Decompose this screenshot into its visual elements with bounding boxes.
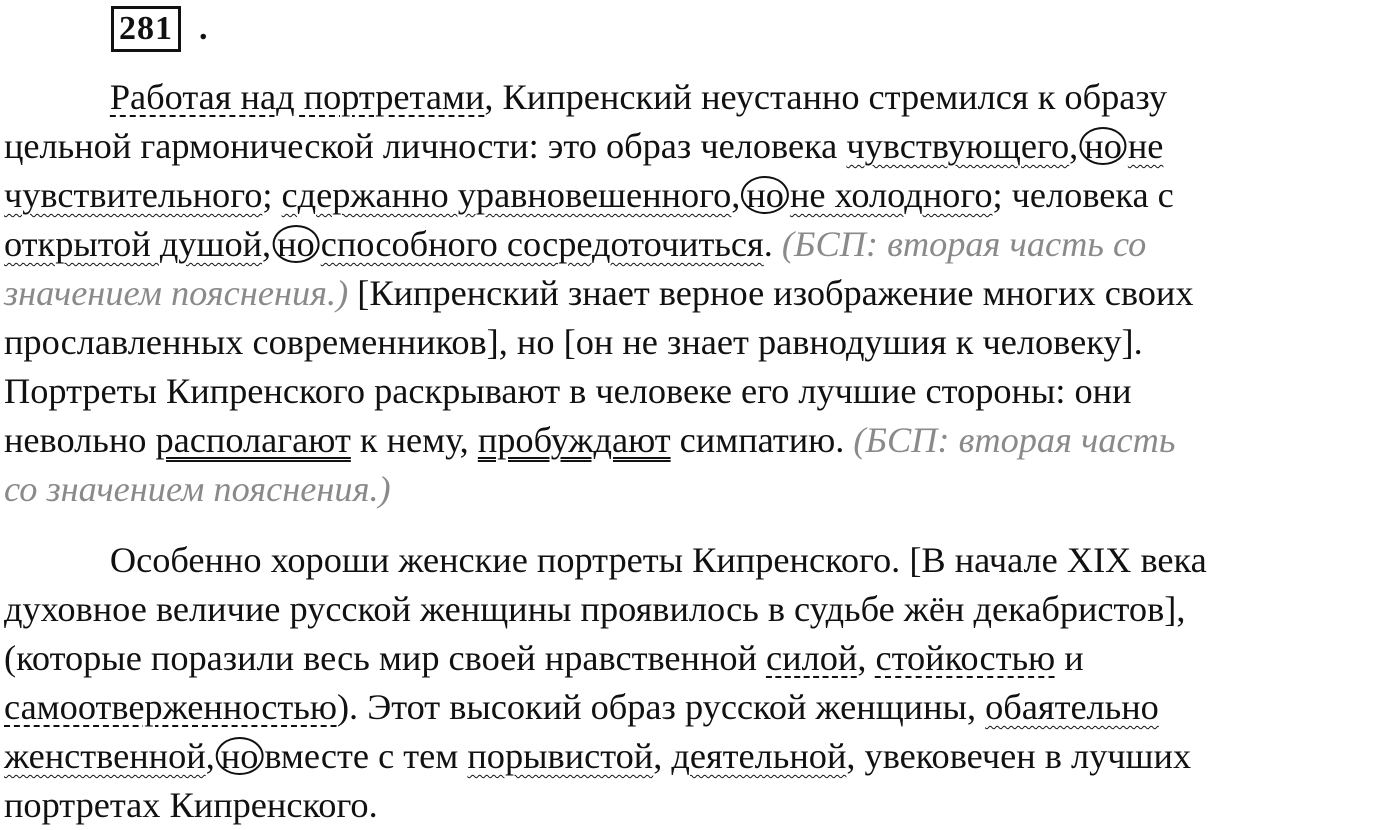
text-line [4,634,1396,683]
circled-conjunction: но [1079,127,1127,165]
attribute-word: сдержанно уравновешенного [281,175,732,215]
text-segment: Портреты Кипренского раскрывают в человеке его лучшие стороны: они [4,371,1132,411]
text-segment: ; [262,175,282,215]
text-segment: , [731,175,741,215]
text-line [4,367,1396,416]
text-segment: и [1055,638,1084,678]
attribute-word: порывистой [467,736,654,776]
attribute-word: способного сосредоточиться [320,224,764,264]
attribute-word: не холодного [789,175,993,215]
text-segment: ). Этот высокий образ русской женщины, [336,687,986,727]
text-segment: портретах Кипренского. [4,785,378,825]
text-line [4,781,1396,830]
text-line [4,465,1396,514]
attribute-word: не [1127,126,1164,166]
text-segment: , увековечен в лучших [846,736,1192,776]
attribute-word: чувствительного [4,175,263,215]
attribute-word: деятельной [671,736,847,776]
grammar-note: (БСП: вторая часть [853,420,1176,460]
exercise-number-dot: . [199,10,208,47]
text-line [4,73,1396,122]
text-line [4,683,1396,732]
text-segment: Особенно хороши женские портреты Кипренского. [В начале XIX века [109,540,1207,580]
text-segment: , [653,736,672,776]
circled-conjunction: но [216,737,264,775]
text-segment: вместе с тем [264,736,468,776]
text-line [4,171,1396,220]
paragraph-1 [4,73,1398,514]
attribute-word: обаятельно [985,687,1159,727]
text-line [4,220,1396,269]
text-line [4,318,1396,367]
text-segment: [Кипренский знает верное изображение многих своих [348,273,1194,313]
attribute-word: женственной [4,736,206,776]
paragraph-2 [4,536,1398,830]
text-segment: , [857,638,876,678]
text-line [4,269,1396,318]
text-segment: , Кипренский неустанно стремился к образу [484,77,1168,117]
exercise-number-box [111,6,181,52]
circled-conjunction: но [741,176,789,214]
text-line [4,585,1396,634]
text-segment: , [1069,126,1079,166]
text-segment: , [262,224,272,264]
object-word: силой [766,638,858,678]
text-segment: (которые поразили весь мир своей нравственной [4,638,767,678]
text-segment: , [205,736,215,776]
text-segment: невольно [4,420,156,460]
text-segment: к нему, [350,420,478,460]
adverbial-participle-phrase: Работая над портретами [109,77,485,117]
text-segment: духовное величие русской женщины проявилось в судьбе жён декабристов], [4,589,1186,629]
circled-conjunction: но [272,225,320,263]
object-word: стойкостью [875,638,1056,678]
grammar-note: (БСП: вторая часть со [781,224,1147,264]
predicate-word: располагают [155,420,351,460]
text-segment: прославленных современников], но [он не знает равнодушия к человеку]. [4,322,1143,362]
text-segment: цельной гармонической личности: это образ человека [4,126,847,166]
grammar-note: значением пояснения.) [4,273,349,313]
attribute-word: чувствующего [846,126,1070,166]
text-line [4,122,1396,171]
text-segment: . [763,224,782,264]
text-segment: симпатию. [670,420,854,460]
text-line [4,732,1396,781]
grammar-note: со значением пояснения.) [4,469,391,509]
text-segment: ; человека с [992,175,1174,215]
object-word: самоотверженностью [4,687,337,727]
attribute-word: открытой душой [4,224,263,264]
predicate-word: пробуждают [477,420,671,460]
text-line [4,416,1396,465]
text-line [4,536,1396,585]
exercise-number: 281 [119,10,173,47]
